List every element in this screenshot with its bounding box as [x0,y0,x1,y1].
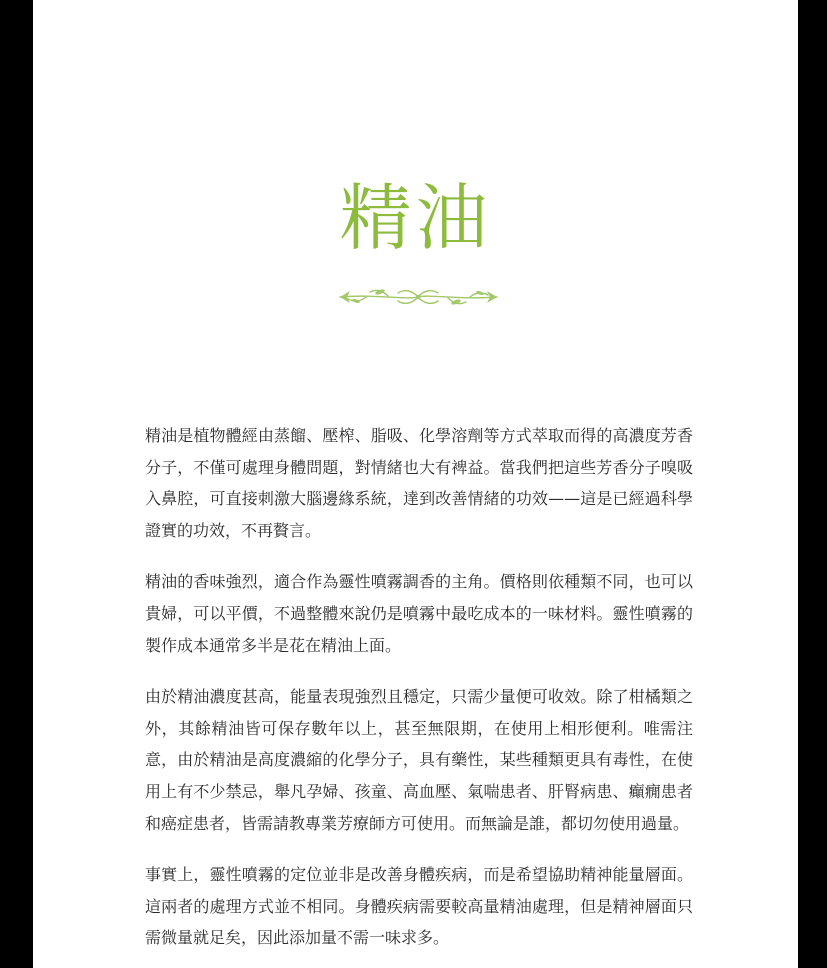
paragraph: 精油是植物體經由蒸餾、壓榨、脂吸、化學溶劑等方式萃取而得的高濃度芳香分子，不僅可處理身體問題，對情緒也大有裨益。當我們把這些芳香分子嗅吸入鼻腔，可直接刺激大腦邊緣系統，達到改善情緒的功效——這是已經過科學證實的功效，不再贅言。 [145,426,693,540]
paragraph: 由於精油濃度甚高，能量表現強烈且穩定，只需少量便可收效。除了柑橘類之外，其餘精油皆可保存數年以上，甚至無限期，在使用上相形便利。唯需注意，由於精油是高度濃縮的化學分子，具有藥性，某些種類更具有毒性，在使用上有不少禁忌，舉凡孕婦、孩童、高血壓、氣喘患者、肝腎病患、癲癇患者和癌症患者，皆需請教專業芳療師方可使用。而無論是誰，都切勿使用過量。 [145,687,693,833]
vine-flourish-icon [336,280,501,314]
document-page [33,0,798,968]
body-text [145,420,693,968]
paragraph: 精油的香味強烈，適合作為靈性噴霧調香的主角。價格則依種類不同，也可以貴婦，可以平價，不過整體來說仍是噴霧中最吃成本的一味材料。靈性噴霧的製作成本通常多半是花在精油上面。 [145,572,693,655]
paragraph: 事實上，靈性噴霧的定位並非是改善身體疾病，而是希望協助精神能量層面。這兩者的處理方式並不相同。身體疾病需要較高量精油處理，但是精神層面只需微量就足矣，因此添加量不需一味求多。 [145,865,693,948]
page-title: 精油 [339,176,492,260]
